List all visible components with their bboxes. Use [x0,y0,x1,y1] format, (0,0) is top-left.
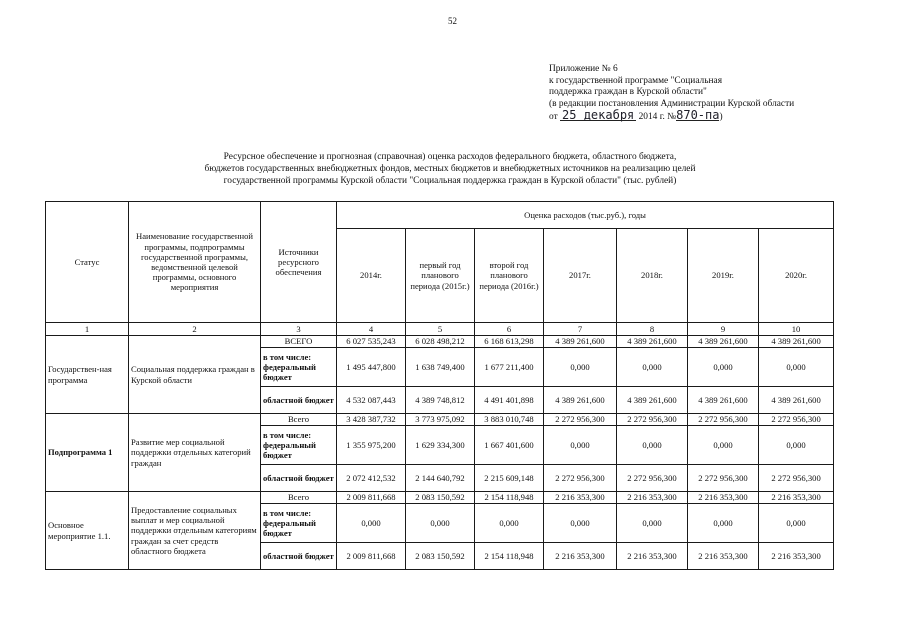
value-cell: 2 216 353,300 [759,492,834,504]
row-status: Основное мероприятие 1.1. [46,492,129,570]
appendix-year: 2014 г. № [638,112,677,123]
value-cell: 4 389 261,600 [544,387,617,414]
column-number-10: 10 [759,323,834,336]
value-cell: 4 389 261,600 [617,387,688,414]
source-prefix: в том числе: [263,429,312,440]
header-year-6: 2019г. [688,229,759,323]
header-row-numbers [46,323,834,336]
value-cell: 4 389 261,600 [759,387,834,414]
value-cell: 2 216 353,300 [688,543,759,570]
value-cell: 0,000 [544,504,617,543]
column-number-5: 5 [406,323,475,336]
value-cell: 3 428 387,732 [337,414,406,426]
column-number-4: 4 [337,323,406,336]
value-cell: 1 638 749,400 [406,348,475,387]
value-cell: 2 083 150,592 [406,543,475,570]
value-cell: 4 491 401,898 [475,387,544,414]
row-status: Государствен-ная программа [46,336,129,414]
value-cell: 2 272 956,300 [759,465,834,492]
column-number-6: 6 [475,323,544,336]
source-prefix: в том числе: [263,507,312,518]
header-row-top [46,202,834,229]
value-cell: 0,000 [617,504,688,543]
table-row [46,492,834,504]
handwritten-number: 870-па [676,108,720,123]
value-cell: 4 532 087,443 [337,387,406,414]
value-cell: 2 083 150,592 [406,492,475,504]
value-cell: 0,000 [337,504,406,543]
appendix-line-1: Приложение № 6 [549,64,618,74]
value-cell: 4 389 261,600 [617,336,688,348]
source-label: федеральный бюджет [263,517,316,539]
value-cell: 2 072 412,532 [337,465,406,492]
value-cell: 3 883 010,748 [475,414,544,426]
row-status: Подпрограмма 1 [46,414,129,492]
value-cell: 2 272 956,300 [617,465,688,492]
value-cell: 6 028 498,212 [406,336,475,348]
row-program-name: Предоставление социальных выплат и мер социальной поддержки отдельным категориям граждан за счет средств областного бюджета [129,492,261,570]
value-cell: 0,000 [759,504,834,543]
column-number-9: 9 [688,323,759,336]
value-cell: 2 272 956,300 [544,414,617,426]
value-cell: 0,000 [544,348,617,387]
value-cell: 6 168 613,298 [475,336,544,348]
column-number-2: 2 [129,323,261,336]
value-cell: 2 216 353,300 [688,492,759,504]
row-source: областной бюджет [261,387,337,414]
header-sources: Источники ресурсного обеспечения [261,202,337,323]
value-cell: 0,000 [617,426,688,465]
value-cell: 2 272 956,300 [544,465,617,492]
value-cell: 0,000 [759,348,834,387]
value-cell: 1 677 211,400 [475,348,544,387]
value-cell: 0,000 [617,348,688,387]
value-cell: 0,000 [688,504,759,543]
value-cell: 2 216 353,300 [544,492,617,504]
value-cell: 1 355 975,200 [337,426,406,465]
value-cell: 0,000 [475,504,544,543]
row-source [261,348,337,387]
header-year-4: 2017г. [544,229,617,323]
document-title [140,151,760,187]
row-program-name: Социальная поддержка граждан в Курской области [129,336,261,414]
appendix-line-3: поддержка граждан в Курской области" [549,87,707,98]
row-source: Всего [261,414,337,426]
source-label: федеральный бюджет [263,439,316,461]
value-cell: 4 389 261,600 [544,336,617,348]
title-line-3: государственной программы Курской области "Социальная поддержка граждан в Курской области" (тыс. рублей) [223,176,677,186]
value-cell: 4 389 748,812 [406,387,475,414]
title-line-2: бюджетов государственных внебюджетных фондов, местных бюджетов и внебюджетных источников на реализацию целей [204,164,696,174]
value-cell: 0,000 [406,504,475,543]
header-name: Наименование государственной программы, подпрограммы государственной программы, ведомственной целевой программы, основного мероприятия [129,202,261,323]
value-cell: 2 216 353,300 [617,492,688,504]
table-row [46,336,834,348]
header-estimate: Оценка расходов (тыс.руб.), годы [337,202,834,229]
source-prefix: в том числе: [263,351,312,362]
value-cell: 4 389 261,600 [688,336,759,348]
value-cell: 0,000 [688,348,759,387]
column-number-3: 3 [261,323,337,336]
handwritten-date: 25 декабря [562,108,635,123]
value-cell: 3 773 975,092 [406,414,475,426]
value-cell: 2 154 118,948 [475,492,544,504]
value-cell: 2 144 640,792 [406,465,475,492]
value-cell: 2 216 353,300 [759,543,834,570]
budget-table [45,201,834,570]
header-year-5: 2018г. [617,229,688,323]
appendix-line-4: (в редакции постановления Администрации Курской области [549,98,795,109]
appendix-header [549,64,849,124]
appendix-prefix: от [549,112,558,123]
page-number: 52 [448,16,457,26]
appendix-suffix: ) [719,112,723,123]
title-line-1: Ресурсное обеспечение и прогнозная (справочная) оценка расходов федерального бюджета, областного бюджета, [223,152,677,162]
row-source: областной бюджет [261,543,337,570]
value-cell: 2 216 353,300 [544,543,617,570]
value-cell: 0,000 [688,426,759,465]
value-cell: 2 272 956,300 [688,414,759,426]
value-cell: 2 215 609,148 [475,465,544,492]
source-label: федеральный бюджет [263,361,316,383]
column-number-1: 1 [46,323,129,336]
row-source [261,504,337,543]
header-status: Статус [46,202,129,323]
value-cell: 6 027 535,243 [337,336,406,348]
value-cell: 1 629 334,300 [406,426,475,465]
value-cell: 2 272 956,300 [617,414,688,426]
value-cell: 2 009 811,668 [337,492,406,504]
row-source [261,426,337,465]
column-number-7: 7 [544,323,617,336]
value-cell: 2 154 118,948 [475,543,544,570]
header-year-3: второй год планового периода (2016г.) [475,229,544,323]
value-cell: 2 272 956,300 [759,414,834,426]
row-source: Всего [261,492,337,504]
appendix-line-5 [549,110,849,124]
header-year-2: первый год планового периода (2015г.) [406,229,475,323]
value-cell: 1 495 447,800 [337,348,406,387]
value-cell: 1 667 401,600 [475,426,544,465]
value-cell: 2 272 956,300 [688,465,759,492]
column-number-8: 8 [617,323,688,336]
value-cell: 0,000 [759,426,834,465]
value-cell: 4 389 261,600 [688,387,759,414]
row-program-name: Развитие мер социальной поддержки отдельных категорий граждан [129,414,261,492]
header-year-1: 2014г. [337,229,406,323]
value-cell: 2 216 353,300 [617,543,688,570]
row-source: ВСЕГО [261,336,337,348]
value-cell: 0,000 [544,426,617,465]
row-source: областной бюджет [261,465,337,492]
value-cell: 4 389 261,600 [759,336,834,348]
header-year-7: 2020г. [759,229,834,323]
table-row [46,414,834,426]
appendix-line-2: к государственной программе "Социальная [549,75,723,86]
value-cell: 2 009 811,668 [337,543,406,570]
